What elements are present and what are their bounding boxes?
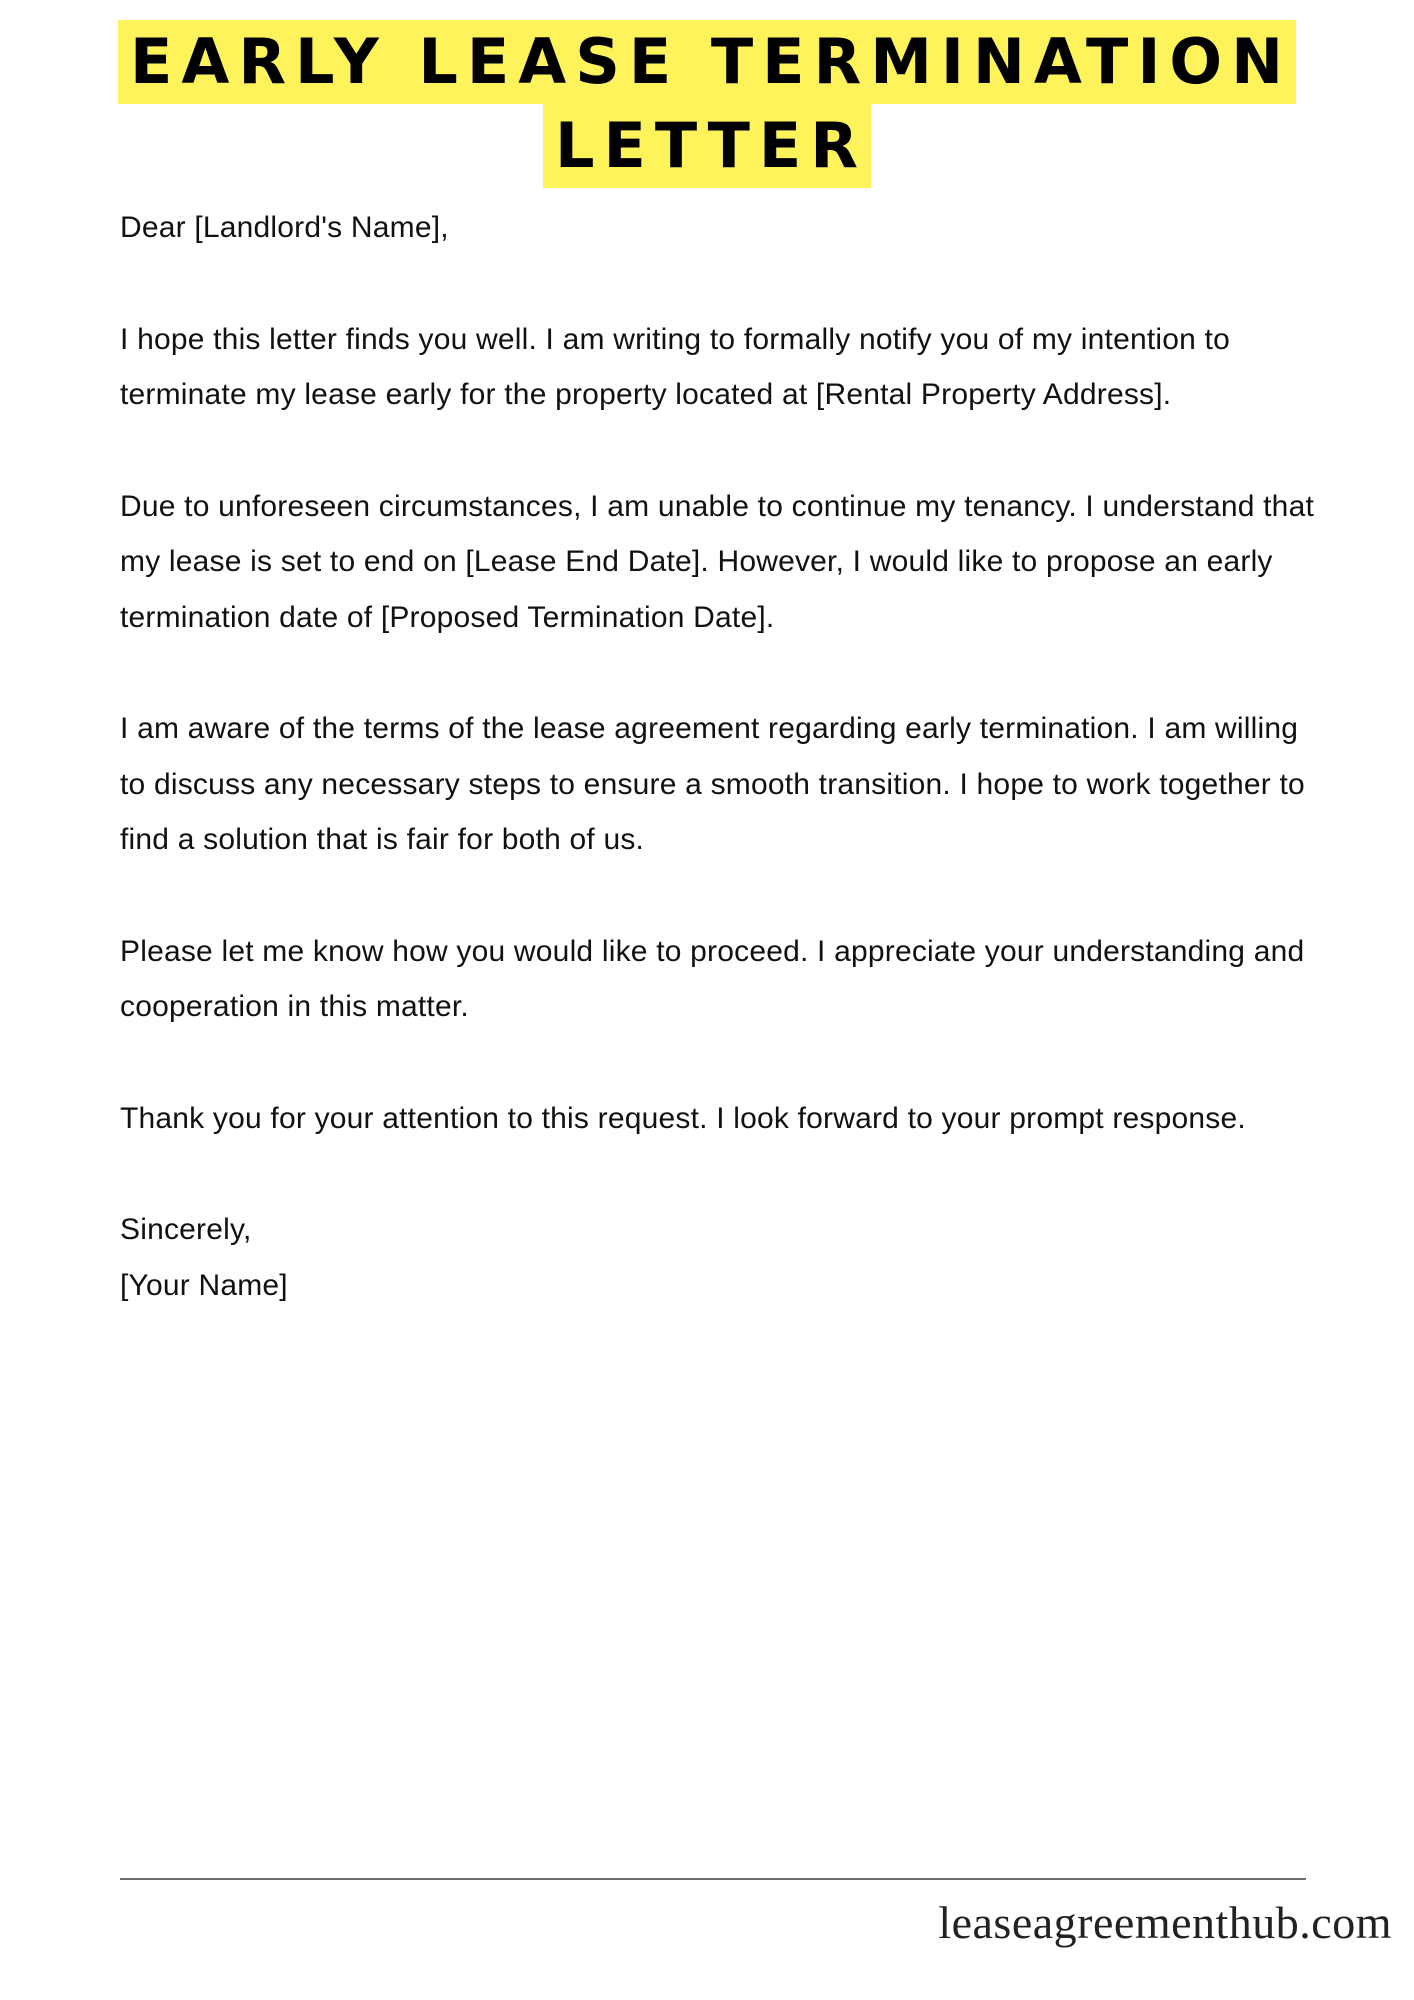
page-title xyxy=(0,20,1414,188)
paragraph-proceed: Please let me know how you would like to proceed. I appreciate your understanding and cooperation in this matter. xyxy=(120,934,1305,1023)
footer-website: leaseagreementhub.com xyxy=(938,1897,1392,1948)
salutation: Dear [Landlord's Name], xyxy=(120,211,449,244)
title-line-1: EARLY LEASE TERMINATION xyxy=(118,20,1296,104)
signature: [Your Name] xyxy=(120,1268,288,1302)
paragraph-circumstances: Due to unforeseen circumstances, I am unable to continue my tenancy. I understand that my lease is set to end on [Lease End Date]. However, I would like to propose an early termination date of [Proposed Termination Date]. xyxy=(120,489,1314,634)
paragraph-terms: I am aware of the terms of the lease agreement regarding early termination. I am willing to discuss any necessary steps to ensure a smooth transition. I hope to work together to find a solution that is fair for both of us. xyxy=(120,712,1305,856)
paragraph-thanks: Thank you for your attention to this request. I look forward to your prompt response. xyxy=(120,1101,1246,1135)
closing: Sincerely, xyxy=(120,1213,252,1246)
letter-body xyxy=(120,200,1320,1313)
paragraph-intro: I hope this letter finds you well. I am writing to formally notify you of my intention to terminate my lease early for the property located at [Rental Property Address]. xyxy=(120,322,1230,411)
footer-divider xyxy=(120,1878,1306,1880)
title-line-2: LETTER xyxy=(543,104,871,188)
